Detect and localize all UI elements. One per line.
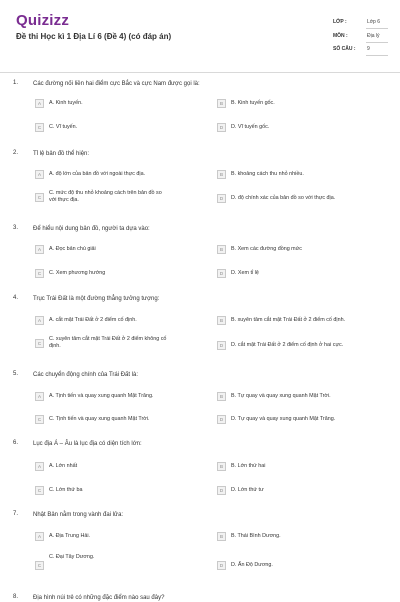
option-letter-box: D: [217, 123, 226, 132]
option-letter-box: D: [217, 269, 226, 278]
option-text: B. Lớn thứ hai: [231, 463, 266, 469]
meta-subject-label: MÔN :: [333, 33, 348, 39]
option-text: B. Kinh tuyến gốc.: [231, 100, 275, 106]
question-number: 3.: [13, 225, 19, 231]
option-letter-box: B: [217, 99, 226, 108]
option-letter-box: C: [35, 339, 44, 348]
option-text: A. độ lớn của bản đồ với ngoài thực địa.: [49, 171, 146, 177]
option-text: B. Tự quay và quay xung quanh Mặt Trời.: [231, 393, 331, 399]
option-a[interactable]: [35, 392, 154, 401]
option-letter-box: A: [35, 392, 44, 401]
option-text: B. khoảng cách thu nhỏ nhiều.: [231, 171, 304, 177]
meta-count-underline: [366, 55, 388, 56]
question-text: Tỉ lệ bản đồ thể hiện:: [33, 151, 90, 157]
option-letter-box: C: [35, 415, 44, 424]
option-text: B. Xem các đường đồng mức: [231, 246, 302, 252]
option-letter-box: A: [35, 532, 44, 541]
option-a[interactable]: [35, 170, 145, 179]
option-letter-box: B: [217, 532, 226, 541]
option-b[interactable]: [217, 316, 345, 325]
option-letter-box: C: [35, 269, 44, 278]
option-d[interactable]: [217, 415, 335, 424]
option-c[interactable]: [35, 269, 105, 278]
option-d[interactable]: [217, 269, 259, 278]
option-letter-box: B: [217, 245, 226, 254]
option-letter-box: D: [217, 561, 226, 570]
question-number: 5.: [13, 371, 19, 377]
option-text: D. Ấn Độ Dương.: [231, 562, 273, 568]
option-c[interactable]: [35, 415, 150, 424]
option-letter-box: B: [217, 316, 226, 325]
option-letter-box: C: [35, 561, 44, 570]
question-text: Trục Trái Đất là một đường thẳng tưởng tượng:: [33, 296, 160, 302]
option-letter-box: A: [35, 316, 44, 325]
option-text: C. Lớn thứ ba: [49, 487, 83, 493]
option-text: D. cắt mặt Trái Đất ở 2 điểm cố định ở hai cực.: [231, 342, 344, 348]
option-text: A. cắt mặt Trái Đất ở 2 điểm cố định.: [49, 317, 137, 323]
option-b[interactable]: [217, 392, 331, 401]
question-number: 6.: [13, 440, 19, 446]
meta-count-label: SỐ CÂU :: [333, 46, 356, 52]
quizizz-logo: Quizizz: [16, 12, 70, 29]
option-letter-box: B: [217, 170, 226, 179]
meta-count-value: 9: [367, 46, 370, 52]
question-number: 8.: [13, 594, 19, 600]
meta-subject-value: Địa lý: [367, 33, 380, 39]
option-d[interactable]: [217, 123, 269, 132]
option-text: D. độ chính xác của bản đồ so với thực địa.: [231, 195, 336, 201]
option-d[interactable]: [217, 486, 264, 495]
option-letter-box: B: [217, 392, 226, 401]
option-a[interactable]: [35, 99, 83, 108]
option-b[interactable]: [217, 99, 275, 108]
option-a[interactable]: [35, 316, 137, 325]
option-letter-box: C: [35, 123, 44, 132]
option-text: B. Thái Bình Dương.: [231, 533, 281, 539]
option-d[interactable]: [217, 194, 335, 203]
meta-class-underline: [366, 28, 388, 29]
option-letter-box: C: [35, 486, 44, 495]
option-letter-box: D: [217, 486, 226, 495]
option-letter-box: D: [217, 194, 226, 203]
meta-class-value: Lớp 6: [367, 19, 381, 25]
option-text: C. Vĩ tuyến.: [49, 124, 78, 130]
question-text: Để hiểu nội dung bản đồ, người ta dựa vào:: [33, 226, 150, 232]
option-text: A. Đọc bản chú giải: [49, 246, 96, 252]
option-b[interactable]: [217, 245, 302, 254]
question-text: Các đường nối liền hai điểm cực Bắc và cực Nam được gọi là:: [33, 81, 200, 87]
meta-class-label: LỚP :: [333, 19, 347, 25]
option-letter-box: D: [217, 415, 226, 424]
option-text: A. Kinh tuyến.: [49, 100, 83, 106]
option-letter-box: A: [35, 170, 44, 179]
option-d[interactable]: [217, 561, 273, 570]
option-a[interactable]: [35, 245, 96, 254]
document-title: Đề thi Học kì 1 Địa Lí 6 (Đề 4) (có đáp án): [16, 32, 172, 41]
option-text: C. xuyên tâm cắt mặt Trái Đất ở 2 điểm không cố định.: [49, 336, 167, 349]
option-letter-box: A: [35, 462, 44, 471]
option-text: A. Tịnh tiến và quay xung quanh Mặt Trăng.: [49, 393, 154, 399]
page-header: [0, 0, 400, 73]
question-number: 4.: [13, 295, 19, 301]
option-d[interactable]: [217, 341, 343, 350]
option-b[interactable]: [217, 462, 265, 471]
option-text: D. Tự quay và quay xung quanh Mặt Trăng.: [231, 416, 336, 422]
option-text: D. Xem tỉ lệ: [231, 270, 259, 276]
question-text: Lục địa Á – Âu là lục địa có diện tích lớn:: [33, 441, 142, 447]
question-number: 7.: [13, 511, 19, 517]
meta-subject: [333, 30, 388, 43]
option-a[interactable]: [35, 532, 90, 541]
option-text: A. Lớn nhất: [49, 463, 78, 469]
question-text: Các chuyển động chính của Trái Đất là:: [33, 372, 139, 378]
option-letter-box: D: [217, 341, 226, 350]
meta-class: [333, 16, 388, 29]
question-number: 1.: [13, 80, 19, 86]
option-letter-box: A: [35, 245, 44, 254]
option-letter-box: C: [35, 193, 44, 202]
option-text: D. Lớn thứ tư: [231, 487, 264, 493]
option-c[interactable]: [35, 336, 169, 350]
option-c[interactable]: [35, 190, 169, 204]
option-text: C. Đại Tây Dương.: [49, 554, 95, 560]
option-text: A. Địa Trung Hải.: [49, 533, 91, 539]
option-text: C. Xem phương hướng: [49, 270, 106, 276]
option-text: D. Vĩ tuyến gốc.: [231, 124, 270, 130]
question-number: 2.: [13, 150, 19, 156]
option-letter-box: A: [35, 99, 44, 108]
option-b[interactable]: [217, 170, 304, 179]
option-b[interactable]: [217, 532, 281, 541]
option-text: C. mức độ thu nhỏ khoảng cách trên bản đồ so với thực địa.: [49, 190, 162, 203]
option-c[interactable]: [35, 123, 77, 132]
option-c[interactable]: [35, 486, 83, 495]
option-letter-box: B: [217, 462, 226, 471]
option-a[interactable]: [35, 462, 77, 471]
option-c[interactable]: [35, 554, 94, 570]
meta-question-count: [333, 43, 388, 56]
question-text: Địa hình núi trẻ có những đặc điểm nào sau đây?: [33, 595, 165, 601]
question-text: Nhật Bản nằm trong vành đai lửa:: [33, 512, 124, 518]
option-text: C. Tịnh tiến và quay xung quanh Mặt Trời.: [49, 416, 150, 422]
option-text: B. xuyên tâm cắt mặt Trái Đất ở 2 điểm cố định.: [231, 317, 346, 323]
